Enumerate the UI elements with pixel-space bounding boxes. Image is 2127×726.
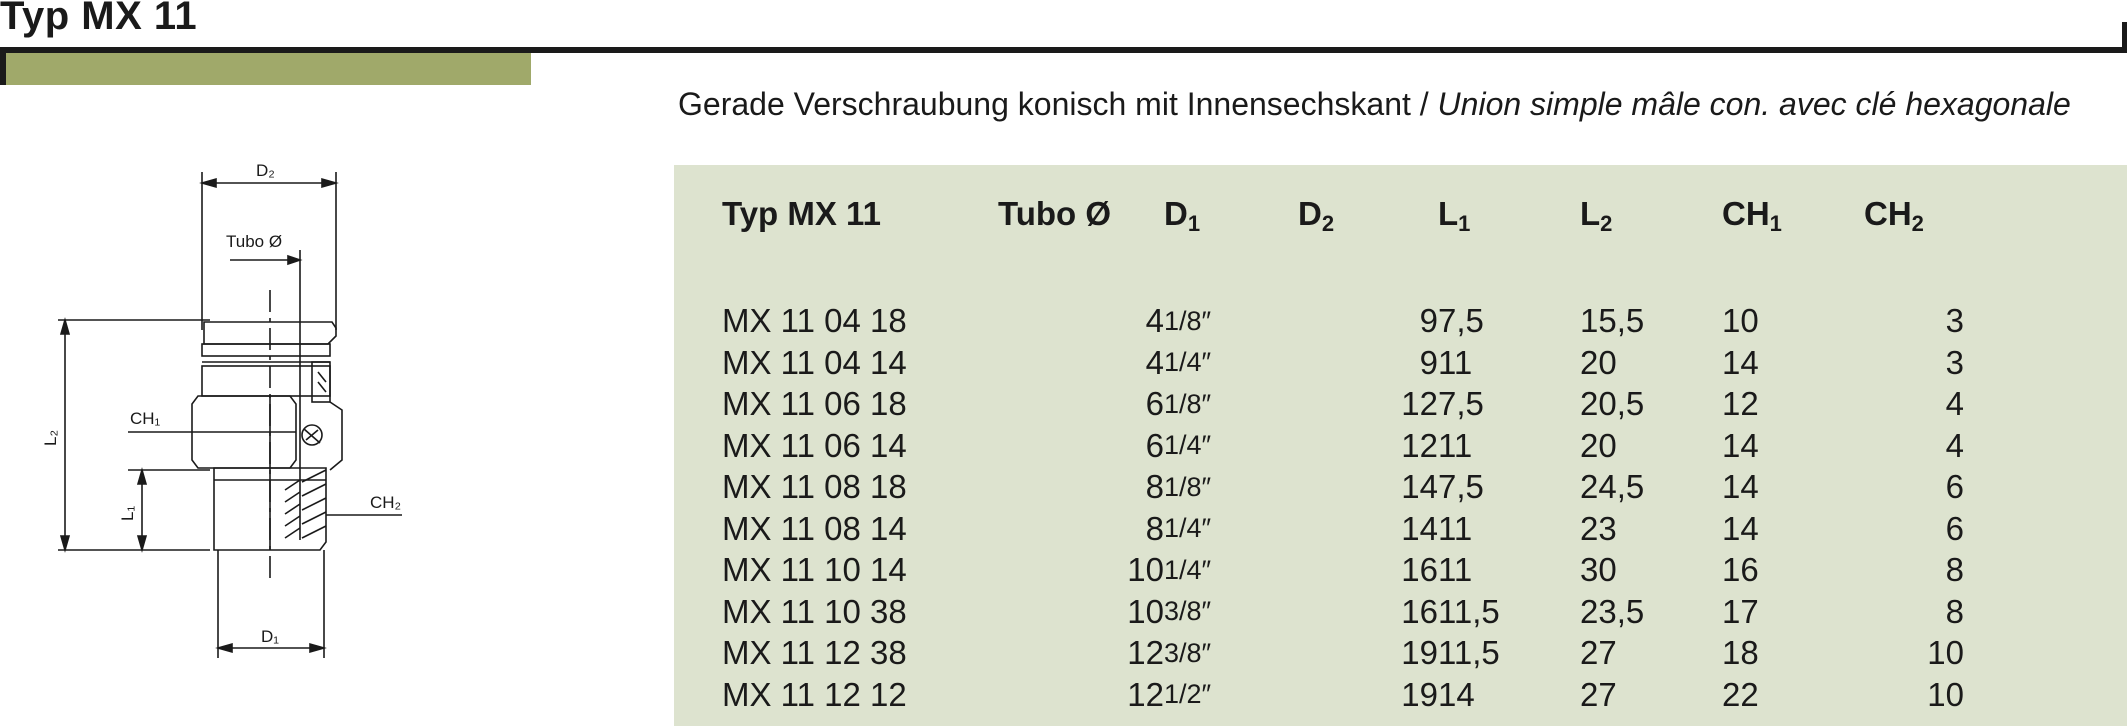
label-ch2: CH₂ <box>370 493 402 512</box>
cell-l2: 20 <box>1580 426 1617 464</box>
cell-d2: 12 <box>1401 385 1438 423</box>
table-row <box>722 342 1964 384</box>
cell-l1: 11 <box>1438 343 1473 381</box>
cell-ch2: 10 <box>1927 634 1964 672</box>
header-type: Typ MX 11 <box>722 195 881 232</box>
label-d1: D₁ <box>261 627 280 646</box>
cell-l2: 23 <box>1580 509 1617 547</box>
header-spacer <box>722 259 1964 301</box>
cell-d1: 1/4″ <box>1164 430 1212 461</box>
cell-ch1: 14 <box>1722 426 1759 464</box>
cell-ch1: 12 <box>1722 385 1759 423</box>
cell-d2: 9 <box>1419 302 1438 340</box>
header-ch1: $CH_1$ <box>1722 195 1782 236</box>
cell-tubo: 10 <box>1127 551 1164 589</box>
cell-d1: 1/4″ <box>1164 513 1212 544</box>
cell-ch1: 14 <box>1722 468 1759 506</box>
cell-tubo: 8 <box>1145 509 1164 547</box>
cell-l1: 7,5 <box>1438 468 1484 506</box>
cell-d1: 3/8″ <box>1164 637 1212 668</box>
cell-tubo: 10 <box>1127 592 1164 630</box>
cell-l1: 11,5 <box>1438 634 1500 672</box>
cell-tubo: 6 <box>1145 385 1164 423</box>
cell-l2: 20 <box>1580 343 1617 381</box>
cell-l1: 7,5 <box>1438 385 1484 423</box>
cell-ch1: 14 <box>1722 509 1759 547</box>
cell-type: MX 11 06 18 <box>722 385 907 423</box>
cell-d2: 12 <box>1401 426 1438 464</box>
cell-ch2: 4 <box>1945 426 1964 464</box>
cell-type: MX 11 10 38 <box>722 592 907 630</box>
cell-ch1: 18 <box>1722 634 1759 672</box>
cell-l2: 23,5 <box>1580 592 1645 630</box>
header-l2: $L_2$ <box>1580 195 1613 236</box>
label-l2: L₂ <box>41 429 60 446</box>
table-header-row <box>722 195 1964 259</box>
header-l1: $L_1$ <box>1438 195 1471 236</box>
spec-table <box>722 195 1964 716</box>
cell-ch2: 8 <box>1945 592 1964 630</box>
spec-table-body <box>722 301 1964 716</box>
table-row <box>722 674 1964 716</box>
table-row <box>722 301 1964 343</box>
cell-d2: 14 <box>1401 468 1438 506</box>
spec-table-panel <box>674 165 2127 726</box>
cell-l2: 27 <box>1580 675 1617 713</box>
cell-ch1: 14 <box>1722 343 1759 381</box>
cell-l1: 7,5 <box>1438 302 1484 340</box>
cell-tubo: 12 <box>1127 634 1164 672</box>
cell-d1: 1/2″ <box>1164 679 1212 710</box>
cell-l2: 15,5 <box>1580 302 1645 340</box>
cell-d2: 16 <box>1401 551 1438 589</box>
table-row <box>722 425 1964 467</box>
cell-d1: 1/4″ <box>1164 554 1212 585</box>
subtitle-french: Union simple mâle con. avec clé hexagonale <box>1437 86 2071 122</box>
cell-l2: 24,5 <box>1580 468 1645 506</box>
cell-tubo: 12 <box>1127 675 1164 713</box>
subtitle-german: Gerade Verschraubung konisch mit Innensechskant / <box>678 86 1438 122</box>
cell-type: MX 11 10 14 <box>722 551 907 589</box>
cell-ch1: 22 <box>1722 675 1759 713</box>
cell-d1: 1/8″ <box>1164 471 1212 502</box>
cell-l1: 11 <box>1438 551 1473 589</box>
header-d2: $D_2$ <box>1298 195 1335 236</box>
label-d2: D₂ <box>256 161 275 180</box>
cell-l2: 27 <box>1580 634 1617 672</box>
cell-ch1: 10 <box>1722 302 1759 340</box>
cell-tubo: 6 <box>1145 426 1164 464</box>
cell-d2: 19 <box>1401 675 1438 713</box>
cell-ch2: 4 <box>1945 385 1964 423</box>
cell-ch2: 6 <box>1945 509 1964 547</box>
label-l1: L₁ <box>118 505 137 521</box>
table-row <box>722 467 1964 509</box>
table-row <box>722 633 1964 675</box>
table-row <box>722 508 1964 550</box>
cell-l2: 30 <box>1580 551 1617 589</box>
table-row <box>722 591 1964 633</box>
cell-type: MX 11 08 18 <box>722 468 907 506</box>
cell-tubo: 4 <box>1145 302 1164 340</box>
cell-d2: 9 <box>1419 343 1438 381</box>
subtitle <box>678 86 2071 123</box>
cell-ch1: 16 <box>1722 551 1759 589</box>
cell-type: MX 11 04 14 <box>722 343 907 381</box>
cell-ch1: 17 <box>1722 592 1759 630</box>
cell-d2: 16 <box>1401 592 1438 630</box>
table-row <box>722 550 1964 592</box>
table-row <box>722 384 1964 426</box>
cell-l1: 11 <box>1438 426 1473 464</box>
cell-ch2: 6 <box>1945 468 1964 506</box>
header-d1: $D_1$ <box>1164 195 1201 236</box>
title-rule-right-tick <box>2122 22 2127 53</box>
cell-tubo: 4 <box>1145 343 1164 381</box>
cell-d2: 19 <box>1401 634 1438 672</box>
cell-type: MX 11 12 12 <box>722 675 907 713</box>
cell-type: MX 11 06 14 <box>722 426 907 464</box>
cell-d1: 1/8″ <box>1164 305 1212 336</box>
cell-ch2: 8 <box>1945 551 1964 589</box>
cell-l2: 20,5 <box>1580 385 1645 423</box>
cell-ch2: 3 <box>1945 302 1964 340</box>
cell-type: MX 11 08 14 <box>722 509 907 547</box>
accent-bar <box>6 53 531 85</box>
cell-d1: 1/4″ <box>1164 347 1212 378</box>
cell-l1: 11,5 <box>1438 592 1500 630</box>
cell-ch2: 10 <box>1927 675 1964 713</box>
fitting-technical-drawing <box>30 150 430 670</box>
label-ch1: CH₁ <box>130 409 161 428</box>
page-title: Typ MX 11 <box>0 0 198 38</box>
cell-d2: 14 <box>1401 509 1438 547</box>
cell-l1: 14 <box>1438 675 1475 713</box>
cell-ch2: 3 <box>1945 343 1964 381</box>
header-tubo: Tubo Ø <box>998 195 1112 232</box>
label-tubo: Tubo Ø <box>226 232 283 251</box>
cell-d1: 3/8″ <box>1164 596 1212 627</box>
cell-type: MX 11 04 18 <box>722 302 907 340</box>
cell-type: MX 11 12 38 <box>722 634 907 672</box>
cell-d1: 1/8″ <box>1164 388 1212 419</box>
cell-tubo: 8 <box>1145 468 1164 506</box>
header-ch2: $CH_2$ <box>1864 195 1924 236</box>
cell-l1: 11 <box>1438 509 1473 547</box>
